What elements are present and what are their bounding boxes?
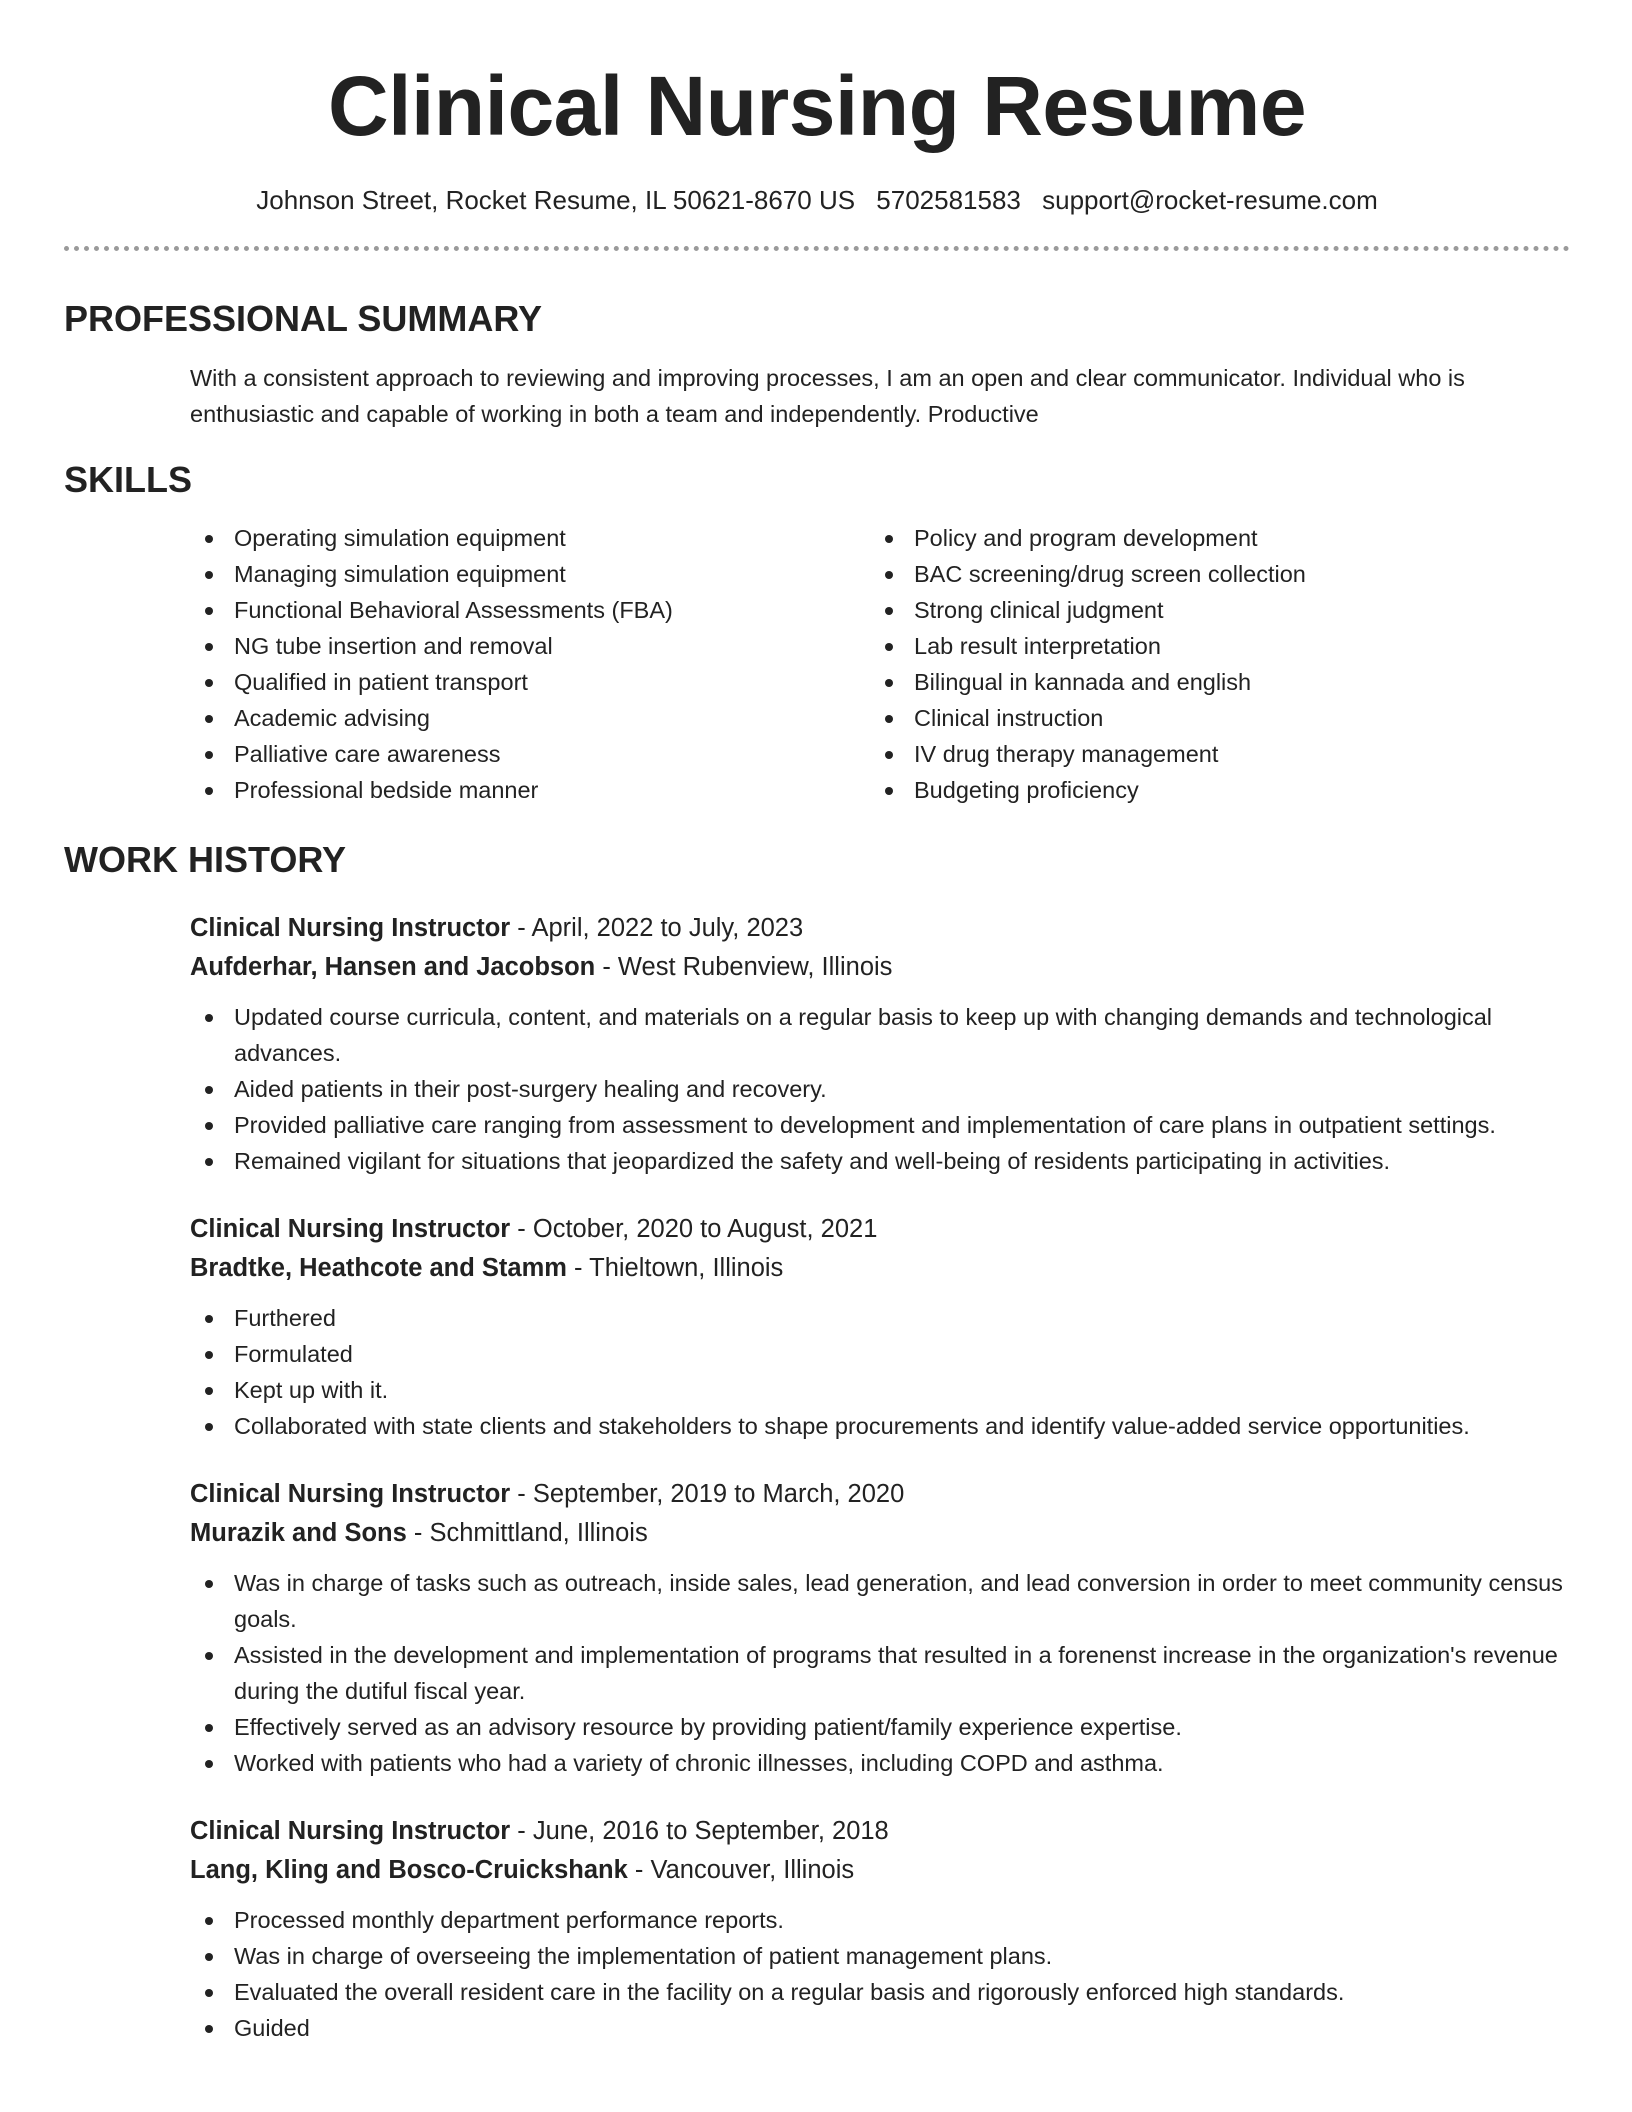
job-bullet: Was in charge of tasks such as outreach, inside sales, lead generation, and lead conversion in order to meet community census goals. (190, 1565, 1570, 1637)
job-bullet: Formulated (190, 1336, 1570, 1372)
contact-line (64, 182, 1570, 218)
contact-address: Johnson Street, Rocket Resume, IL 50621-8670 US (256, 185, 856, 215)
job-entry (190, 1476, 1570, 1781)
job-role: Clinical Nursing Instructor (190, 914, 511, 942)
job-bullets (190, 999, 1570, 1179)
job-dates: - April, 2022 to July, 2023 (510, 914, 804, 942)
job-bullet: Worked with patients who had a variety of chronic illnesses, including COPD and asthma. (190, 1745, 1570, 1781)
job-company: Aufderhar, Hansen and Jacobson (190, 953, 596, 981)
job-company: Bradtke, Heathcote and Stamm (190, 1254, 567, 1282)
skill-item: Functional Behavioral Assessments (FBA) (190, 592, 870, 628)
job-bullets (190, 1902, 1570, 2046)
job-company: Lang, Kling and Bosco-Cruickshank (190, 1856, 628, 1884)
skills-column-right (870, 520, 1550, 808)
job-bullet: Effectively served as an advisory resource by providing patient/family experience expertise. (190, 1709, 1570, 1745)
job-entry (190, 1813, 1570, 2046)
job-dates: - June, 2016 to September, 2018 (510, 1817, 889, 1845)
job-location: - Schmittland, Illinois (406, 1519, 648, 1547)
skill-item: Academic advising (190, 700, 870, 736)
skill-item: Lab result interpretation (870, 628, 1550, 664)
skill-item: IV drug therapy management (870, 736, 1550, 772)
job-entry (190, 910, 1570, 1179)
job-location: - Thieltown, Illinois (566, 1254, 784, 1282)
job-bullet: Collaborated with state clients and stakeholders to shape procurements and identify value-added service opportunities. (190, 1408, 1570, 1444)
job-bullet: Updated course curricula, content, and materials on a regular basis to keep up with changing demands and technological advances. (190, 999, 1570, 1071)
section-title-summary: PROFESSIONAL SUMMARY (64, 298, 543, 339)
resume-page (64, 0, 1570, 2046)
job-role: Clinical Nursing Instructor (190, 1215, 511, 1243)
skill-item: Bilingual in kannada and english (870, 664, 1550, 700)
job-bullet: Provided palliative care ranging from assessment to development and implementation of care plans in outpatient settings. (190, 1107, 1570, 1143)
job-dates: - September, 2019 to March, 2020 (510, 1480, 905, 1508)
job-bullet: Remained vigilant for situations that jeopardized the safety and well-being of residents participating in activities. (190, 1143, 1570, 1179)
skill-item: Managing simulation equipment (190, 556, 870, 592)
skills-column-left (190, 520, 870, 808)
job-bullet: Was in charge of overseeing the implementation of patient management plans. (190, 1938, 1570, 1974)
job-bullet: Aided patients in their post-surgery healing and recovery. (190, 1071, 1570, 1107)
header-divider (64, 246, 1570, 251)
skill-item: BAC screening/drug screen collection (870, 556, 1550, 592)
job-entry (190, 1211, 1570, 1444)
job-location: - West Rubenview, Illinois (595, 953, 893, 981)
job-location: - Vancouver, Illinois (627, 1856, 855, 1884)
job-dates: - October, 2020 to August, 2021 (510, 1215, 878, 1243)
resume-title: Clinical Nursing Resume (327, 59, 1307, 153)
job-heading (190, 1813, 1570, 1849)
job-heading (190, 1211, 1570, 1247)
job-employer (190, 949, 1570, 985)
skill-item: NG tube insertion and removal (190, 628, 870, 664)
job-bullet: Furthered (190, 1300, 1570, 1336)
job-company: Murazik and Sons (190, 1519, 407, 1547)
job-employer (190, 1250, 1570, 1286)
skills-grid (190, 520, 1570, 808)
job-bullet: Evaluated the overall resident care in the facility on a regular basis and rigorously enforced high standards. (190, 1974, 1570, 2010)
section-title-skills: SKILLS (64, 459, 193, 500)
job-bullet: Assisted in the development and implementation of programs that resulted in a forenenst increase in the organization's revenue during the dutiful fiscal year. (190, 1637, 1570, 1709)
contact-email: support@rocket-resume.com (1042, 185, 1378, 215)
skill-item: Strong clinical judgment (870, 592, 1550, 628)
skill-item: Palliative care awareness (190, 736, 870, 772)
skill-item: Professional bedside manner (190, 772, 870, 808)
contact-phone: 5702581583 (876, 185, 1021, 215)
job-bullet: Processed monthly department performance reports. (190, 1902, 1570, 1938)
skill-item: Budgeting proficiency (870, 772, 1550, 808)
job-bullet: Kept up with it. (190, 1372, 1570, 1408)
skill-item: Clinical instruction (870, 700, 1550, 736)
job-bullets (190, 1300, 1570, 1444)
job-heading (190, 910, 1570, 946)
skill-item: Qualified in patient transport (190, 664, 870, 700)
job-role: Clinical Nursing Instructor (190, 1817, 511, 1845)
skill-item: Operating simulation equipment (190, 520, 870, 556)
job-employer (190, 1515, 1570, 1551)
summary-text: With a consistent approach to reviewing and improving processes, I am an open and clear communicator. Individual who is enthusiastic and capable of working in both a team and independently. Productive (190, 365, 1465, 427)
skill-item: Policy and program development (870, 520, 1550, 556)
job-employer (190, 1852, 1570, 1888)
job-heading (190, 1476, 1570, 1512)
section-title-work-history: WORK HISTORY (64, 839, 347, 880)
job-role: Clinical Nursing Instructor (190, 1480, 511, 1508)
job-bullet: Guided (190, 2010, 1570, 2046)
job-bullets (190, 1565, 1570, 1781)
